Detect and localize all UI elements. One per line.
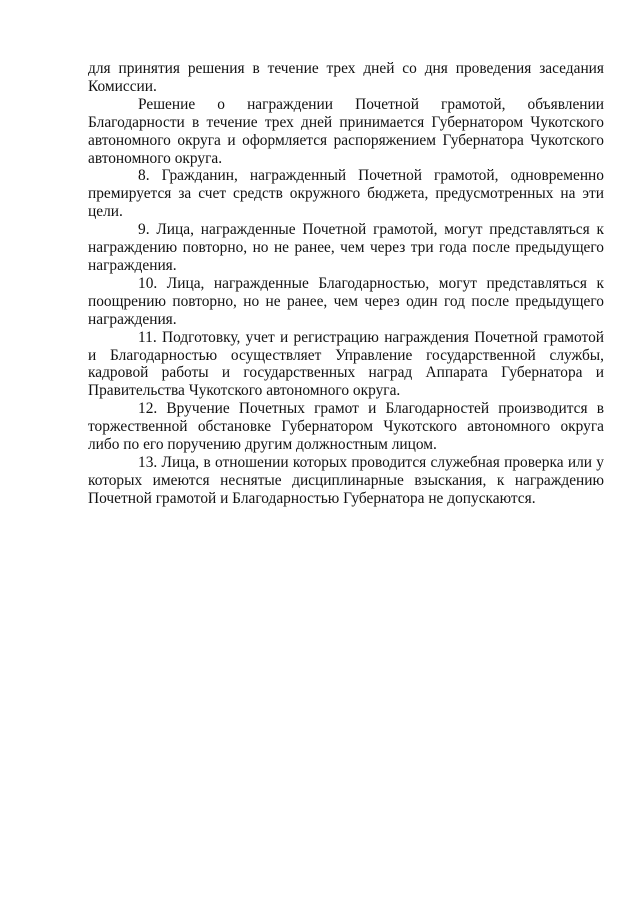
paragraph-12: 12. Вручение Почетных грамот и Благодарностей производится в торжественной обстановке Губернатором Чукотского автономного округа либо по его поручению другим должностным лицом. [88, 400, 604, 454]
paragraph-9: 9. Лица, награжденные Почетной грамотой, могут представляться к награждению повторно, но не ранее, чем через три года после предыдущего награждения. [88, 221, 604, 274]
paragraph-11: 11. Подготовку, учет и регистрацию награждения Почетной грамотой и Благодарностью осуществляет Управление государственной службы, кадровой работы и государственных наград Аппарата Губернатора и Правительства Чукотского автономного округа. [88, 328, 604, 400]
paragraph-decision: Решение о награждении Почетной грамотой, объявлении Благодарности в течение трех дней принимается Губернатором Чукотского автономного округа и оформляется распоряжением Губернатора Чукотского автономного округа. [88, 95, 604, 167]
paragraph-13: 13. Лица, в отношении которых проводится служебная проверка или у которых имеются неснятые дисциплинарные взыскания, к награждению Почетной грамотой и Благодарностью Губернатора не допускаются. [88, 453, 604, 507]
document-body [88, 60, 604, 508]
paragraph-10: 10. Лица, награжденные Благодарностью, могут представляться к поощрению повторно, но не ранее, чем через один год после предыдущего награждения. [88, 274, 604, 328]
paragraph-continuation: для принятия решения в течение трех дней со дня проведения заседания Комиссии. [88, 60, 604, 95]
paragraph-8: 8. Гражданин, награжденный Почетной грамотой, одновременно премируется за счет средств окружного бюджета, предусмотренных на эти цели. [88, 167, 604, 221]
